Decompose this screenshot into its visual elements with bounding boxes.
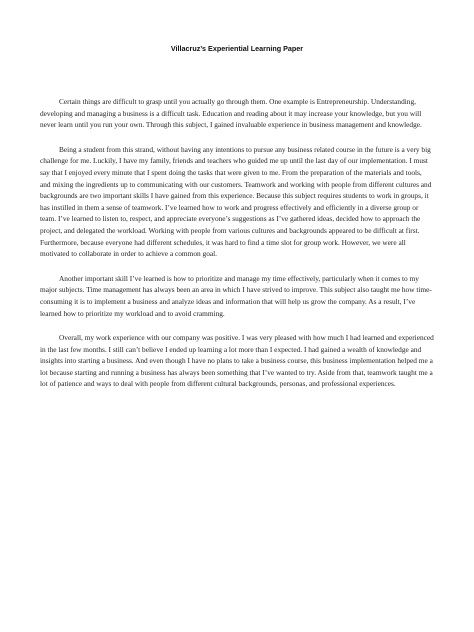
paragraph-teamwork: Being a student from this strand, without having any intentions to pursue any business related course in the future is a very big challenge for me. Luckily, I have my family, friends and teachers who guided me up until the last day of our implementation. I must say that I enjoyed every minute that I spent doing the tasks that were given to me. From the preparation of the materials and tools, and mixing the ingredients up to communicating with our customers. Teamwork and working with people from different cultures and backgrounds are two important skills I have gained from this experience. Because this subject requires students to work in groups, it has instilled in them a sense of teamwork. I’ve learned how to work and progress effectively and efficiently in a diverse group or team. I’ve learned to listen to, respect, and appreciate everyone’s suggestions as I’ve gathered ideas, decided how to approach the project, and delegated the workload. Working with people from various cultures and backgrounds appeared to be difficult at first. Furthermore, because everyone had different schedules, it was hard to find a time slot for group work. However, we were all motivated to collaborate in order to achieve a common goal. xyxy=(40,144,432,259)
document-title: Villacruz’s Experiential Learning Paper xyxy=(170,44,304,53)
paragraph-time-management: Another important skill I’ve learned is how to prioritize and manage my time effectively, particularly when it comes to my major subjects. Time management has always been an area in which I have strived to improve. This subject also taught me how time-consuming it is to implement a business and analyze ideas and information that will help us grow the company. As a result, I’ve learned how to prioritize my workload and to avoid cramming. xyxy=(40,273,432,318)
paragraph-conclusion: Overall, my work experience with our company was positive. I was very pleased with how much I had learned and experienced in the last few months. I still can’t believe I ended up learning a lot more than I expected. I had gained a wealth of knowledge and insights into starting a business. And even though I have no plans to take a business course, this business implementation helped me a lot because starting and running a business has always been something that I’ve wanted to try. Aside from that, teamwork taught me a lot of patience and ways to deal with people from different cultural backgrounds, personas, and professional experiences. xyxy=(40,333,434,389)
paragraph-intro: Certain things are difficult to grasp until you actually go through them. One example is Entrepreneurship. Understanding, developing and managing a business is a difficult task. Education and reading about it may increase your knowledge, but you will never learn until you run your own. Through this subject, I gained invaluable experience in business management and knowledge. xyxy=(40,97,422,130)
